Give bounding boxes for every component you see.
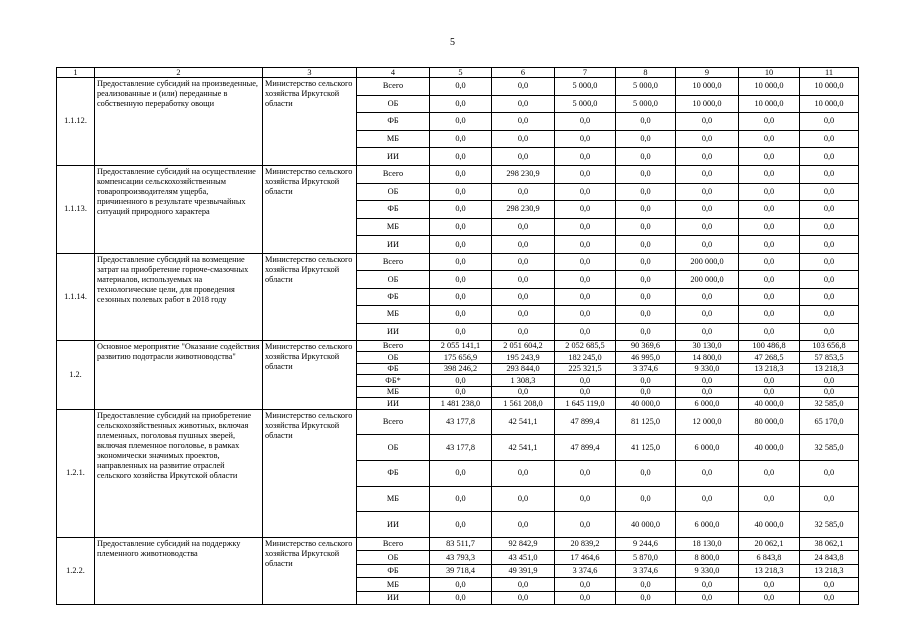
value-cell: 0,0 — [492, 148, 555, 166]
value-cell: 182 245,0 — [555, 352, 616, 364]
value-cell: 0,0 — [492, 236, 555, 254]
value-cell: 0,0 — [800, 323, 859, 340]
value-cell: 13 218,3 — [739, 363, 800, 375]
item-code: 1.2. — [57, 340, 95, 409]
header-cell: 4 — [357, 68, 430, 78]
value-cell: 0,0 — [800, 165, 859, 183]
value-cell: 30 130,0 — [676, 340, 739, 352]
funding-source: ФБ — [357, 363, 430, 375]
value-cell: 0,0 — [555, 591, 616, 605]
value-cell: 0,0 — [555, 486, 616, 512]
value-cell: 0,0 — [555, 578, 616, 592]
value-cell: 0,0 — [739, 201, 800, 219]
funding-source: МБ — [357, 306, 430, 323]
value-cell: 0,0 — [492, 306, 555, 323]
value-cell: 3 374,6 — [616, 363, 676, 375]
value-cell: 47 268,5 — [739, 352, 800, 364]
value-cell: 10 000,0 — [800, 78, 859, 96]
value-cell: 0,0 — [676, 218, 739, 236]
value-cell: 0,0 — [430, 288, 492, 305]
value-cell: 0,0 — [739, 323, 800, 340]
value-cell: 32 585,0 — [800, 512, 859, 538]
value-cell: 0,0 — [616, 183, 676, 201]
value-cell: 0,0 — [616, 375, 676, 387]
value-cell: 0,0 — [555, 130, 616, 148]
value-cell: 0,0 — [739, 375, 800, 387]
value-cell: 0,0 — [430, 578, 492, 592]
value-cell: 13 218,3 — [800, 564, 859, 578]
value-cell: 0,0 — [739, 591, 800, 605]
item-ministry: Министерство сельского хозяйства Иркутской области — [263, 409, 357, 537]
value-cell: 40 000,0 — [739, 398, 800, 410]
value-cell: 49 391,9 — [492, 564, 555, 578]
value-cell: 14 800,0 — [676, 352, 739, 364]
value-cell: 0,0 — [616, 201, 676, 219]
value-cell: 0,0 — [616, 578, 676, 592]
value-cell: 0,0 — [739, 130, 800, 148]
value-cell: 0,0 — [739, 461, 800, 487]
value-cell: 6 843,8 — [739, 551, 800, 565]
value-cell: 0,0 — [676, 461, 739, 487]
value-cell: 20 062,1 — [739, 537, 800, 551]
value-cell: 0,0 — [616, 306, 676, 323]
value-cell: 0,0 — [616, 218, 676, 236]
value-cell: 9 330,0 — [676, 363, 739, 375]
value-cell: 13 218,3 — [739, 564, 800, 578]
value-cell: 0,0 — [616, 461, 676, 487]
value-cell: 0,0 — [555, 165, 616, 183]
value-cell: 40 000,0 — [616, 512, 676, 538]
value-cell: 83 511,7 — [430, 537, 492, 551]
header-cell: 10 — [739, 68, 800, 78]
value-cell: 0,0 — [739, 271, 800, 288]
value-cell: 0,0 — [430, 323, 492, 340]
value-cell: 5 000,0 — [555, 95, 616, 113]
value-cell: 0,0 — [616, 236, 676, 254]
value-cell: 0,0 — [492, 512, 555, 538]
value-cell: 65 170,0 — [800, 409, 859, 435]
value-cell: 0,0 — [739, 236, 800, 254]
header-row — [57, 68, 859, 78]
item-ministry: Министерство сельского хозяйства Иркутской области — [263, 537, 357, 605]
value-cell: 0,0 — [800, 578, 859, 592]
value-cell: 0,0 — [800, 271, 859, 288]
value-cell: 0,0 — [676, 148, 739, 166]
funding-source: Всего — [357, 78, 430, 96]
value-cell: 0,0 — [430, 486, 492, 512]
value-cell: 43 177,8 — [430, 435, 492, 461]
value-cell: 0,0 — [739, 386, 800, 398]
value-cell: 40 000,0 — [739, 512, 800, 538]
value-cell: 47 899,4 — [555, 435, 616, 461]
value-cell: 57 853,5 — [800, 352, 859, 364]
funding-source: ОБ — [357, 551, 430, 565]
header-cell: 5 — [430, 68, 492, 78]
value-cell: 175 656,9 — [430, 352, 492, 364]
value-cell: 0,0 — [430, 95, 492, 113]
value-cell: 32 585,0 — [800, 398, 859, 410]
value-cell: 41 125,0 — [616, 435, 676, 461]
value-cell: 0,0 — [555, 253, 616, 270]
value-cell: 0,0 — [616, 148, 676, 166]
value-cell: 0,0 — [430, 375, 492, 387]
value-cell: 0,0 — [800, 386, 859, 398]
value-cell: 0,0 — [555, 183, 616, 201]
funding-source: ОБ — [357, 271, 430, 288]
value-cell: 0,0 — [430, 130, 492, 148]
value-cell: 0,0 — [616, 288, 676, 305]
item-ministry: Министерство сельского хозяйства Иркутской области — [263, 340, 357, 409]
funding-source: ИИ — [357, 591, 430, 605]
header-cell: 11 — [800, 68, 859, 78]
value-cell: 43 793,3 — [430, 551, 492, 565]
value-cell: 0,0 — [676, 375, 739, 387]
value-cell: 0,0 — [676, 306, 739, 323]
value-cell: 0,0 — [800, 461, 859, 487]
table-row — [57, 165, 859, 183]
value-cell: 0,0 — [555, 323, 616, 340]
header-cell: 1 — [57, 68, 95, 78]
value-cell: 10 000,0 — [739, 78, 800, 96]
value-cell: 0,0 — [430, 183, 492, 201]
item-code: 1.2.2. — [57, 537, 95, 605]
value-cell: 17 464,6 — [555, 551, 616, 565]
value-cell: 0,0 — [676, 201, 739, 219]
value-cell: 6 000,0 — [676, 398, 739, 410]
value-cell: 0,0 — [555, 113, 616, 131]
value-cell: 0,0 — [616, 323, 676, 340]
value-cell: 0,0 — [555, 386, 616, 398]
value-cell: 0,0 — [492, 78, 555, 96]
value-cell: 0,0 — [492, 95, 555, 113]
value-cell: 0,0 — [616, 130, 676, 148]
value-cell: 0,0 — [800, 486, 859, 512]
value-cell: 0,0 — [430, 78, 492, 96]
value-cell: 90 369,6 — [616, 340, 676, 352]
value-cell: 0,0 — [616, 271, 676, 288]
value-cell: 6 000,0 — [676, 512, 739, 538]
value-cell: 0,0 — [676, 236, 739, 254]
funding-source: МБ — [357, 386, 430, 398]
value-cell: 0,0 — [430, 306, 492, 323]
funding-source: Всего — [357, 537, 430, 551]
value-cell: 80 000,0 — [739, 409, 800, 435]
item-code: 1.1.12. — [57, 78, 95, 166]
funding-source: ФБ — [357, 201, 430, 219]
value-cell: 0,0 — [739, 148, 800, 166]
value-cell: 0,0 — [800, 183, 859, 201]
value-cell: 0,0 — [555, 201, 616, 219]
value-cell: 5 870,0 — [616, 551, 676, 565]
value-cell: 0,0 — [739, 486, 800, 512]
value-cell: 103 656,8 — [800, 340, 859, 352]
value-cell: 0,0 — [492, 578, 555, 592]
value-cell: 0,0 — [555, 306, 616, 323]
value-cell: 0,0 — [739, 113, 800, 131]
funding-source: ФБ — [357, 288, 430, 305]
value-cell: 9 244,6 — [616, 537, 676, 551]
value-cell: 0,0 — [739, 218, 800, 236]
value-cell: 0,0 — [492, 271, 555, 288]
funding-source: Всего — [357, 165, 430, 183]
value-cell: 1 481 238,0 — [430, 398, 492, 410]
value-cell: 42 541,1 — [492, 435, 555, 461]
value-cell: 46 995,0 — [616, 352, 676, 364]
value-cell: 0,0 — [739, 306, 800, 323]
value-cell: 0,0 — [739, 183, 800, 201]
value-cell: 0,0 — [492, 183, 555, 201]
value-cell: 0,0 — [492, 461, 555, 487]
funding-source: ФБ* — [357, 375, 430, 387]
value-cell: 0,0 — [616, 113, 676, 131]
item-code: 1.1.14. — [57, 253, 95, 340]
value-cell: 13 218,3 — [800, 363, 859, 375]
header-cell: 9 — [676, 68, 739, 78]
funding-source: ФБ — [357, 564, 430, 578]
value-cell: 0,0 — [800, 288, 859, 305]
funding-source: ИИ — [357, 236, 430, 254]
value-cell: 0,0 — [430, 461, 492, 487]
value-cell: 0,0 — [430, 218, 492, 236]
item-name: Предоставление субсидий на произведенные, реализованные и (или) переданные в собственную переработку овощи — [95, 78, 263, 166]
value-cell: 42 541,1 — [492, 409, 555, 435]
value-cell: 0,0 — [800, 218, 859, 236]
value-cell: 0,0 — [616, 165, 676, 183]
value-cell: 18 130,0 — [676, 537, 739, 551]
value-cell: 0,0 — [676, 130, 739, 148]
value-cell: 0,0 — [430, 165, 492, 183]
value-cell: 0,0 — [616, 591, 676, 605]
value-cell: 225 321,5 — [555, 363, 616, 375]
value-cell: 5 000,0 — [616, 78, 676, 96]
funding-source: ОБ — [357, 95, 430, 113]
value-cell: 0,0 — [555, 271, 616, 288]
funding-source: ФБ — [357, 461, 430, 487]
value-cell: 32 585,0 — [800, 435, 859, 461]
value-cell: 3 374,6 — [555, 564, 616, 578]
value-cell: 38 062,1 — [800, 537, 859, 551]
value-cell: 6 000,0 — [676, 435, 739, 461]
value-cell: 0,0 — [555, 236, 616, 254]
value-cell: 0,0 — [430, 386, 492, 398]
value-cell: 0,0 — [555, 375, 616, 387]
funding-source: ОБ — [357, 183, 430, 201]
value-cell: 298 230,9 — [492, 165, 555, 183]
table-row — [57, 340, 859, 352]
value-cell: 0,0 — [555, 512, 616, 538]
item-name: Основное мероприятие "Оказание содействия развитию подотрасли животноводства" — [95, 340, 263, 409]
value-cell: 0,0 — [430, 236, 492, 254]
value-cell: 0,0 — [676, 323, 739, 340]
value-cell: 293 844,0 — [492, 363, 555, 375]
funding-source: ИИ — [357, 512, 430, 538]
value-cell: 0,0 — [616, 386, 676, 398]
value-cell: 0,0 — [739, 578, 800, 592]
value-cell: 0,0 — [800, 306, 859, 323]
value-cell: 81 125,0 — [616, 409, 676, 435]
value-cell: 0,0 — [430, 591, 492, 605]
value-cell: 0,0 — [492, 253, 555, 270]
value-cell: 40 000,0 — [616, 398, 676, 410]
value-cell: 1 308,3 — [492, 375, 555, 387]
item-code: 1.2.1. — [57, 409, 95, 537]
value-cell: 0,0 — [430, 271, 492, 288]
value-cell: 398 246,2 — [430, 363, 492, 375]
value-cell: 0,0 — [676, 165, 739, 183]
value-cell: 0,0 — [430, 148, 492, 166]
value-cell: 0,0 — [800, 253, 859, 270]
value-cell: 9 330,0 — [676, 564, 739, 578]
value-cell: 200 000,0 — [676, 271, 739, 288]
item-ministry: Министерство сельского хозяйства Иркутской области — [263, 78, 357, 166]
item-code: 1.1.13. — [57, 165, 95, 253]
value-cell: 0,0 — [555, 148, 616, 166]
value-cell: 0,0 — [492, 323, 555, 340]
value-cell: 43 177,8 — [430, 409, 492, 435]
funding-source: ИИ — [357, 148, 430, 166]
value-cell: 0,0 — [800, 236, 859, 254]
funding-source: ИИ — [357, 323, 430, 340]
value-cell: 2 052 685,5 — [555, 340, 616, 352]
value-cell: 100 486,8 — [739, 340, 800, 352]
value-cell: 0,0 — [492, 386, 555, 398]
value-cell: 1 561 208,0 — [492, 398, 555, 410]
table-row — [57, 537, 859, 551]
value-cell: 0,0 — [555, 218, 616, 236]
value-cell: 0,0 — [555, 461, 616, 487]
value-cell: 5 000,0 — [555, 78, 616, 96]
value-cell: 0,0 — [430, 512, 492, 538]
item-ministry: Министерство сельского хозяйства Иркутской области — [263, 253, 357, 340]
value-cell: 0,0 — [616, 486, 676, 512]
value-cell: 1 645 119,0 — [555, 398, 616, 410]
value-cell: 24 843,8 — [800, 551, 859, 565]
value-cell: 20 839,2 — [555, 537, 616, 551]
value-cell: 8 800,0 — [676, 551, 739, 565]
value-cell: 12 000,0 — [676, 409, 739, 435]
value-cell: 0,0 — [492, 113, 555, 131]
funding-source: ОБ — [357, 435, 430, 461]
funding-source: ФБ — [357, 113, 430, 131]
value-cell: 0,0 — [676, 386, 739, 398]
item-name: Предоставление субсидий на приобретение сельскохозяйственных животных, включая племенных, поголовья пушных зверей, включая племенное поголовье, в рамках экономически значимых проектов, направленных на развитие отраслей сельского хозяйства Иркутской области — [95, 409, 263, 537]
funding-source: МБ — [357, 486, 430, 512]
funding-source: ИИ — [357, 398, 430, 410]
budget-table — [56, 67, 859, 605]
funding-source: Всего — [357, 409, 430, 435]
value-cell: 0,0 — [800, 201, 859, 219]
value-cell: 47 899,4 — [555, 409, 616, 435]
header-cell: 7 — [555, 68, 616, 78]
item-name: Предоставление субсидий на поддержку племенного животноводства — [95, 537, 263, 605]
funding-source: МБ — [357, 130, 430, 148]
value-cell: 0,0 — [616, 253, 676, 270]
value-cell: 0,0 — [739, 288, 800, 305]
value-cell: 3 374,6 — [616, 564, 676, 578]
value-cell: 0,0 — [800, 591, 859, 605]
value-cell: 92 842,9 — [492, 537, 555, 551]
funding-source: МБ — [357, 578, 430, 592]
value-cell: 0,0 — [676, 486, 739, 512]
value-cell: 0,0 — [676, 113, 739, 131]
value-cell: 0,0 — [800, 113, 859, 131]
value-cell: 0,0 — [739, 253, 800, 270]
value-cell: 298 230,9 — [492, 201, 555, 219]
table-row — [57, 409, 859, 435]
table-row — [57, 253, 859, 270]
value-cell: 5 000,0 — [616, 95, 676, 113]
value-cell: 0,0 — [676, 288, 739, 305]
value-cell: 10 000,0 — [676, 78, 739, 96]
value-cell: 0,0 — [430, 113, 492, 131]
item-name: Предоставление субсидий на осуществление компенсации сельскохозяйственным товаропроизводителям ущерба, причиненного в результате чрезвычайных ситуаций природного характера — [95, 165, 263, 253]
value-cell: 0,0 — [430, 253, 492, 270]
value-cell: 0,0 — [800, 148, 859, 166]
value-cell: 0,0 — [492, 591, 555, 605]
value-cell: 200 000,0 — [676, 253, 739, 270]
value-cell: 2 055 141,1 — [430, 340, 492, 352]
value-cell: 39 718,4 — [430, 564, 492, 578]
value-cell: 0,0 — [492, 486, 555, 512]
value-cell: 0,0 — [676, 578, 739, 592]
header-cell: 3 — [263, 68, 357, 78]
value-cell: 0,0 — [800, 375, 859, 387]
table-body — [57, 68, 859, 605]
value-cell: 0,0 — [430, 201, 492, 219]
value-cell: 2 051 604,2 — [492, 340, 555, 352]
value-cell: 0,0 — [676, 183, 739, 201]
value-cell: 0,0 — [555, 288, 616, 305]
funding-source: МБ — [357, 218, 430, 236]
value-cell: 0,0 — [800, 130, 859, 148]
value-cell: 195 243,9 — [492, 352, 555, 364]
value-cell: 40 000,0 — [739, 435, 800, 461]
value-cell: 10 000,0 — [739, 95, 800, 113]
funding-source: ОБ — [357, 352, 430, 364]
item-name: Предоставление субсидий на возмещение затрат на приобретение горюче-смазочных материалов, используемых на технологические цели, для проведения сезонных полевых работ в 2018 году — [95, 253, 263, 340]
funding-source: Всего — [357, 253, 430, 270]
value-cell: 0,0 — [492, 130, 555, 148]
header-cell: 6 — [492, 68, 555, 78]
value-cell: 0,0 — [676, 591, 739, 605]
value-cell: 0,0 — [492, 288, 555, 305]
value-cell: 10 000,0 — [676, 95, 739, 113]
item-ministry: Министерство сельского хозяйства Иркутской области — [263, 165, 357, 253]
funding-source: Всего — [357, 340, 430, 352]
value-cell: 10 000,0 — [800, 95, 859, 113]
value-cell: 0,0 — [492, 218, 555, 236]
header-cell: 8 — [616, 68, 676, 78]
page-number: 5 — [450, 37, 455, 48]
value-cell: 43 451,0 — [492, 551, 555, 565]
value-cell: 0,0 — [739, 165, 800, 183]
header-cell: 2 — [95, 68, 263, 78]
table-row — [57, 78, 859, 96]
